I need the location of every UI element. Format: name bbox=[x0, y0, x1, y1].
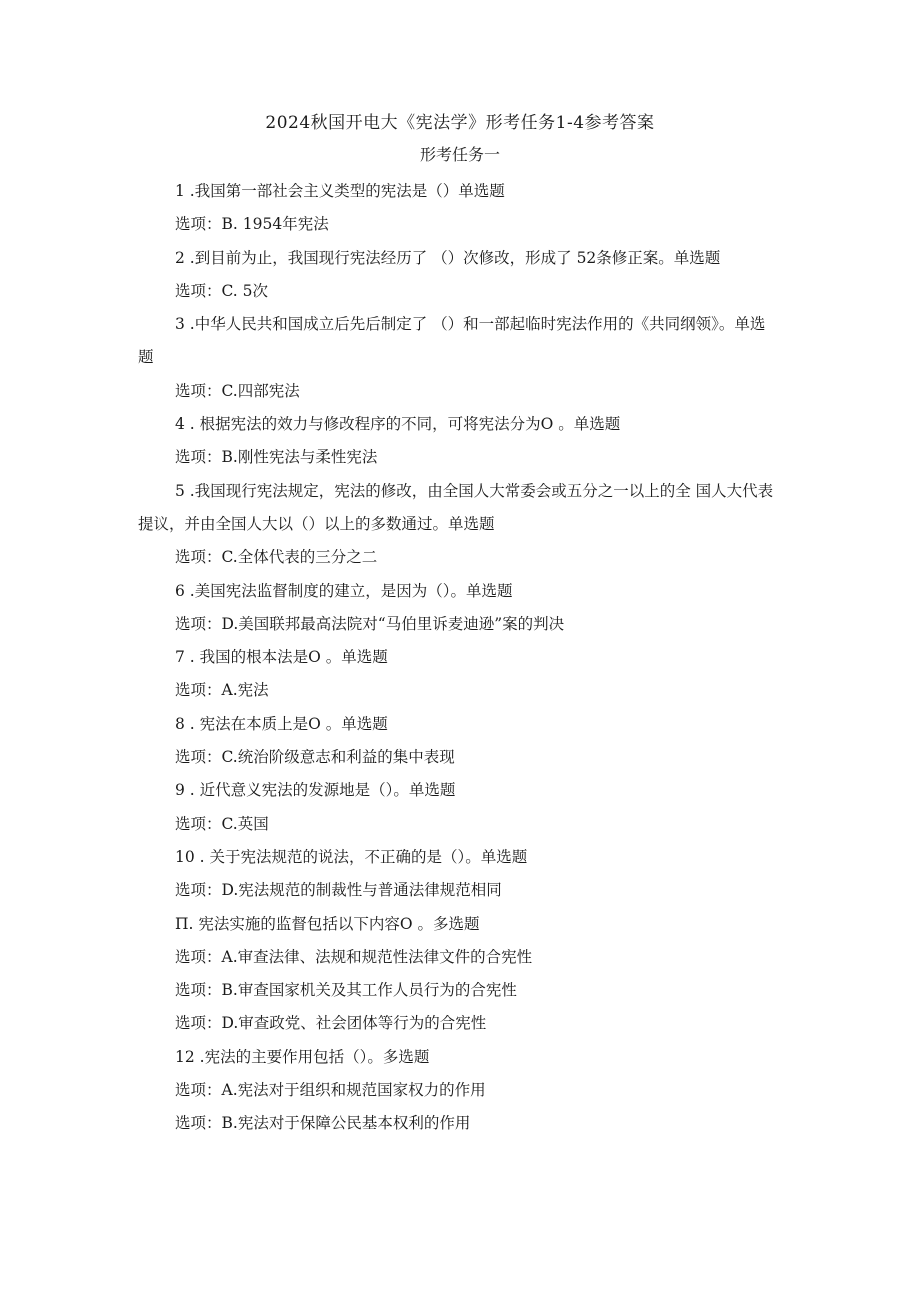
question-line: 4 . 根据宪法的效力与修改程序的不同，可将宪法分为O 。单选题 bbox=[175, 415, 621, 434]
document-body bbox=[138, 175, 778, 1141]
question-line: 3 .中华人民共和国成立后先后制定了 （）和一部起临时宪法作用的《共同纲领》。单选题 bbox=[138, 315, 766, 367]
question-line: 10 . 关于宪法规范的说法，不正确的是（）。单选题 bbox=[175, 847, 528, 866]
answer-line: 选项：B.宪法对于保障公民基本权利的作用 bbox=[175, 1114, 471, 1133]
question-line: 6 .美国宪法监督制度的建立，是因为（）。单选题 bbox=[175, 581, 513, 600]
answer-line: 选项：C. 5次 bbox=[175, 281, 269, 300]
answer-line: 选项：D.美国联邦最高法院对“马伯里诉麦迪逊”案的判决 bbox=[175, 614, 565, 633]
question-line: 12 .宪法的主要作用包括（）。多选题 bbox=[175, 1047, 430, 1066]
answer-line: 选项：A.宪法 bbox=[175, 681, 269, 700]
question-line: 8 . 宪法在本质上是O 。单选题 bbox=[175, 714, 388, 733]
question-line: 7 . 我国的根本法是O 。单选题 bbox=[175, 648, 388, 667]
answer-line: 选项：A.宪法对于组织和规范国家权力的作用 bbox=[175, 1081, 486, 1100]
answer-line: 选项：B.刚性宪法与柔性宪法 bbox=[175, 448, 378, 467]
answer-line: 选项：C.统治阶级意志和利益的集中表现 bbox=[175, 748, 455, 767]
answer-line: 选项：B.审查国家机关及其工作人员行为的合宪性 bbox=[175, 981, 517, 1000]
document-title: 2024秋国开电大《宪法学》形考任务1-4参考答案 bbox=[265, 113, 655, 133]
answer-line: 选项：C.全体代表的三分之二 bbox=[175, 548, 378, 567]
answer-line: 选项：A.审查法律、法规和规范性法律文件的合宪性 bbox=[175, 947, 533, 966]
answer-line: 选项：D.审查政党、社会团体等行为的合宪性 bbox=[175, 1014, 487, 1033]
answer-line: 选项：B. 1954年宪法 bbox=[175, 215, 329, 234]
question-line: 1 .我国第一部社会主义类型的宪法是（）单选题 bbox=[175, 182, 505, 200]
question-line: 2 .到目前为止，我国现行宪法经历了 （）次修改，形成了 52条修正案。单选题 bbox=[175, 248, 721, 267]
answer-line: 选项：C.英国 bbox=[175, 814, 269, 833]
answer-line: 选项：C.四部宪法 bbox=[175, 381, 300, 400]
section-title: 形考任务一 bbox=[419, 145, 500, 164]
question-line: 9 . 近代意义宪法的发源地是（）。单选题 bbox=[175, 781, 456, 800]
answer-line: 选项：D.宪法规范的制裁性与普通法律规范相同 bbox=[175, 881, 502, 900]
question-line: П. 宪法实施的监督包括以下内容O 。多选题 bbox=[175, 914, 480, 933]
question-line: 5 .我国现行宪法规定，宪法的修改，由全国人大常委会或五分之一以上的全 国人大代表提议，并由全国人大以（）以上的多数通过。单选题 bbox=[138, 481, 774, 533]
